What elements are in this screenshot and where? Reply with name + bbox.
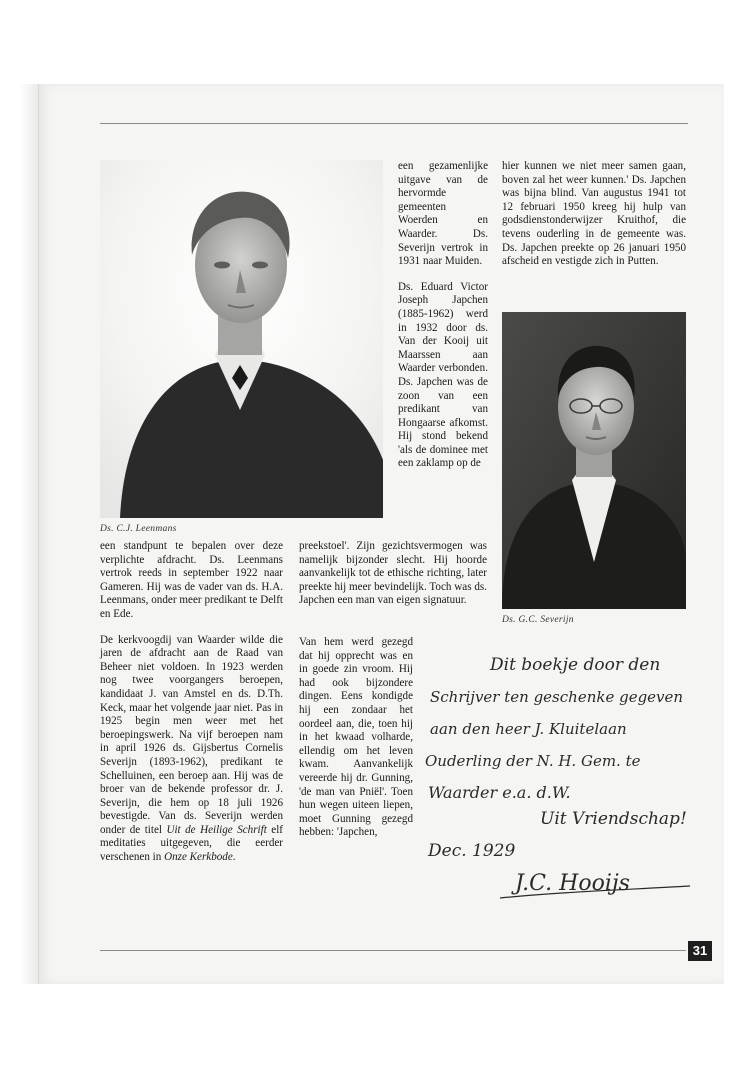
photo-severijn <box>502 312 686 609</box>
column-middle-wide: preekstoel'. Zijn gezichtsvermogen was namelijk bijzonder slecht. Hij hoorde aanvankelijk tot de ethische richting, later preekte hij meer bevindelijk. Toch was ds. Japchen een man van eigen signatuur. <box>299 540 487 607</box>
page-number: 31 <box>688 941 712 961</box>
caption-leenmans: Ds. C.J. Leenmans <box>100 524 177 534</box>
paragraph: een gezamenlijke uitgave van de hervormde gemeenten Woerden en Waarder. Ds. Severijn vertrok in 1931 naar Muiden. <box>398 160 488 268</box>
hand-line: Ouderling der N. H. Gem. te <box>425 752 641 770</box>
column-middle-top <box>398 160 488 471</box>
hand-line: Uit Vriendschap! <box>540 809 687 829</box>
column-right: hier kunnen we niet meer samen gaan, boven zal het weer kunnen.' Ds. Japchen was bijna blind. Van augustus 1941 tot 12 februari 1950 kreeg hij hulp van godsdienstonderwijzer Kruithof, die tevens ouderling in de gemeente was. Ds. Japchen preekte op 26 januari 1950 afscheid en vestigde zich in Putten. <box>502 160 686 268</box>
paragraph: een standpunt te bepalen over deze verplichte afdracht. Ds. Leenmans vertrok reeds in september 1922 naar Gameren. Hij was de vader van ds. H.A. Leenmans, onder meer predikant te Delft en Ede. <box>100 540 283 620</box>
paragraph: Ds. Eduard Victor Joseph Japchen (1885-1962) werd in 1932 door ds. Van der Kooij uit Maarssen aan Waarder verbonden. Ds. Japchen was de zoon van een predikant van Hongaarse afkomst. Hij stond bekend 'als de dominee met een zaklamp op de <box>398 280 488 470</box>
bottom-rule <box>100 950 686 951</box>
caption-severijn: Ds. G.C. Severijn <box>502 615 574 625</box>
page-binding-shadow <box>20 84 38 984</box>
hand-line: Waarder e.a. d.W. <box>428 783 571 802</box>
column-middle-bottom: Van hem werd gezegd dat hij opprecht was en in goede zin vroom. Hij had ook bijzondere dingen. Eens kondigde hij een zondaar het oordeel aan, die, toen hij in het kwaad volharde, ellendig om het leven kwam. Aanvankelijk vereerde hij dr. Gunning, 'de man van Pniël'. Toen hun wegen uiteen liepen, moet Gunning gezegd hebben: 'Japchen, <box>299 636 413 839</box>
handwritten-dedication <box>420 640 720 920</box>
column-left <box>100 540 283 865</box>
hand-line: Dit boekje door den <box>490 655 661 675</box>
hand-line: Dec. 1929 <box>428 841 516 861</box>
top-rule <box>100 123 688 124</box>
signature: J.C. Hooijs <box>515 871 630 896</box>
hand-line: Schrijver ten geschenke gegeven <box>430 688 684 706</box>
paragraph: De kerkvoogdij van Waarder wilde die jaren de afdracht aan de Raad van Beheer niet voldoen. In 1923 werden nog twee voorgangers beroepen, kandidaat J. van Amstel en ds. D.Th. Keck, maar het volgende jaar niet. Pas in 1925 begin men weer met het beroepingswerk. Na vijf beroepen nam in april 1926 ds. Gijsbertus Cornelis Severijn (1893-1962), predikant te Schelluinen, een beroep aan. Hij was de broer van de bekende professor dr. J. Severijn, die hem op 18 juli 1926 bevestigde. Van ds. Severijn werden onder de titel Uit de Heilige Schrift elf meditaties uitgegeven, die eerder verschenen in Onze Kerkbode. <box>100 633 284 864</box>
photo-leenmans <box>100 160 383 518</box>
hand-line: aan den heer J. Kluitelaan <box>430 720 627 738</box>
